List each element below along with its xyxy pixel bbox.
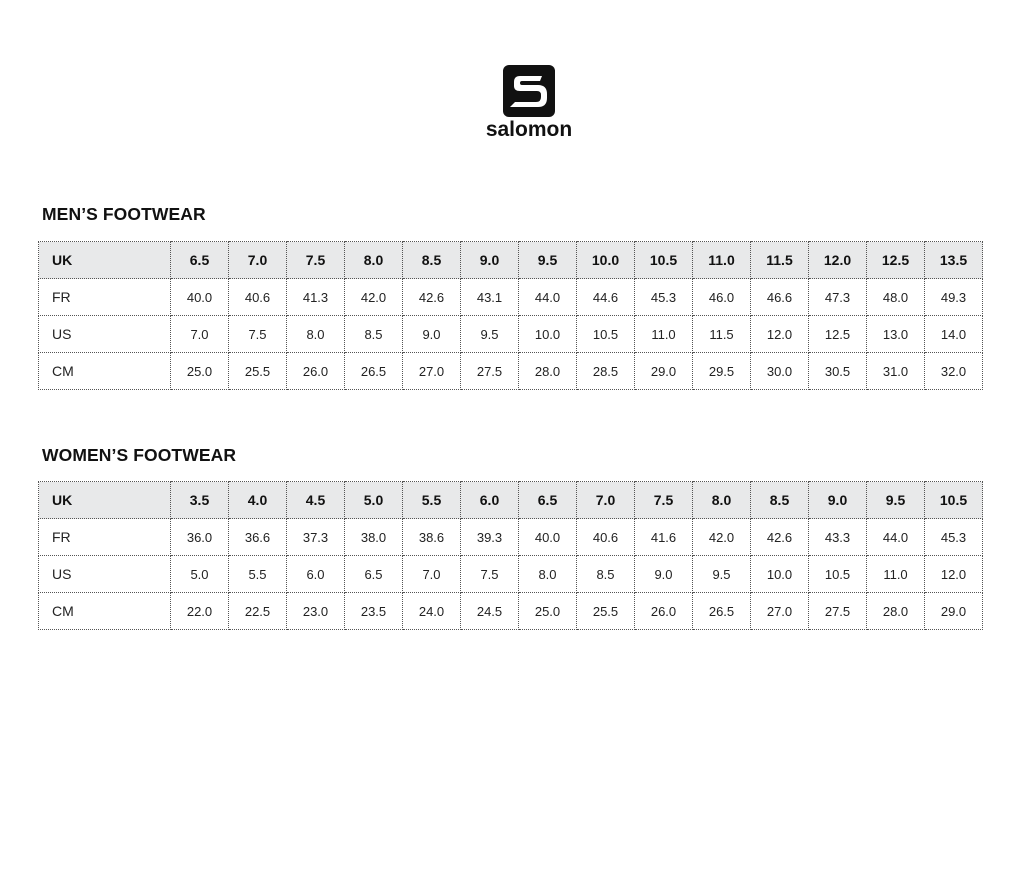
size-cell: 40.6 (577, 519, 635, 556)
size-cell: 9.5 (693, 556, 751, 593)
size-cell: 8.5 (403, 242, 461, 279)
size-cell: 44.0 (519, 279, 577, 316)
size-cell: 10.5 (809, 556, 867, 593)
table-row (39, 316, 983, 353)
size-cell: 23.5 (345, 593, 403, 630)
size-cell: 5.0 (345, 482, 403, 519)
size-cell: 26.5 (345, 353, 403, 390)
size-cell: 11.5 (751, 242, 809, 279)
size-cell: 43.3 (809, 519, 867, 556)
size-cell: 5.5 (403, 482, 461, 519)
size-cell: 9.0 (403, 316, 461, 353)
table-row (39, 556, 983, 593)
size-cell: 11.0 (867, 556, 925, 593)
table-row (39, 242, 983, 279)
size-cell: 43.1 (461, 279, 519, 316)
size-cell: 11.0 (635, 316, 693, 353)
size-cell: 10.0 (577, 242, 635, 279)
size-cell: 28.0 (519, 353, 577, 390)
row-label: FR (39, 519, 171, 556)
size-cell: 8.0 (287, 316, 345, 353)
size-cell: 30.5 (809, 353, 867, 390)
size-cell: 49.3 (925, 279, 983, 316)
size-cell: 6.0 (461, 482, 519, 519)
size-cell: 9.5 (519, 242, 577, 279)
size-cell: 45.3 (635, 279, 693, 316)
size-cell: 7.0 (171, 316, 229, 353)
row-label: US (39, 556, 171, 593)
size-cell: 44.6 (577, 279, 635, 316)
size-cell: 6.0 (287, 556, 345, 593)
size-cell: 41.6 (635, 519, 693, 556)
size-cell: 29.0 (925, 593, 983, 630)
size-cell: 25.5 (577, 593, 635, 630)
size-cell: 38.0 (345, 519, 403, 556)
size-cell: 45.3 (925, 519, 983, 556)
womens-size-table-body (39, 482, 983, 630)
size-cell: 42.6 (751, 519, 809, 556)
size-cell: 14.0 (925, 316, 983, 353)
row-label: CM (39, 593, 171, 630)
size-cell: 46.0 (693, 279, 751, 316)
size-cell: 26.5 (693, 593, 751, 630)
row-label: US (39, 316, 171, 353)
size-cell: 3.5 (171, 482, 229, 519)
size-cell: 11.5 (693, 316, 751, 353)
size-cell: 22.0 (171, 593, 229, 630)
size-cell: 25.0 (171, 353, 229, 390)
size-cell: 11.0 (693, 242, 751, 279)
mens-size-table-body (39, 242, 983, 390)
section-title-womens: WOMEN’S FOOTWEAR (42, 445, 237, 465)
size-cell: 7.5 (461, 556, 519, 593)
size-cell: 48.0 (867, 279, 925, 316)
size-cell: 9.5 (461, 316, 519, 353)
size-cell: 12.0 (809, 242, 867, 279)
size-cell: 7.5 (229, 316, 287, 353)
size-cell: 31.0 (867, 353, 925, 390)
size-cell: 36.6 (229, 519, 287, 556)
size-cell: 10.0 (751, 556, 809, 593)
size-cell: 10.0 (519, 316, 577, 353)
size-cell: 42.6 (403, 279, 461, 316)
size-cell: 7.0 (229, 242, 287, 279)
size-cell: 12.5 (809, 316, 867, 353)
size-cell: 40.6 (229, 279, 287, 316)
size-cell: 37.3 (287, 519, 345, 556)
size-cell: 27.5 (809, 593, 867, 630)
size-cell: 12.0 (925, 556, 983, 593)
row-label: UK (39, 242, 171, 279)
size-cell: 47.3 (809, 279, 867, 316)
size-cell: 32.0 (925, 353, 983, 390)
table-row (39, 353, 983, 390)
size-cell: 40.0 (519, 519, 577, 556)
size-cell: 27.0 (403, 353, 461, 390)
size-cell: 25.5 (229, 353, 287, 390)
row-label: UK (39, 482, 171, 519)
womens-size-table (38, 481, 983, 630)
size-cell: 29.0 (635, 353, 693, 390)
size-cell: 4.0 (229, 482, 287, 519)
size-cell: 39.3 (461, 519, 519, 556)
size-cell: 8.5 (751, 482, 809, 519)
size-cell: 8.0 (519, 556, 577, 593)
size-cell: 5.0 (171, 556, 229, 593)
size-cell: 9.0 (635, 556, 693, 593)
size-cell: 26.0 (287, 353, 345, 390)
size-cell: 8.5 (345, 316, 403, 353)
salomon-logo-mark (470, 64, 588, 140)
size-cell: 6.5 (171, 242, 229, 279)
size-cell: 10.5 (635, 242, 693, 279)
size-cell: 24.5 (461, 593, 519, 630)
size-cell: 42.0 (693, 519, 751, 556)
size-cell: 9.0 (809, 482, 867, 519)
size-cell: 29.5 (693, 353, 751, 390)
size-cell: 30.0 (751, 353, 809, 390)
size-cell: 8.0 (693, 482, 751, 519)
size-cell: 26.0 (635, 593, 693, 630)
size-cell: 40.0 (171, 279, 229, 316)
size-cell: 10.5 (925, 482, 983, 519)
size-cell: 36.0 (171, 519, 229, 556)
size-cell: 8.5 (577, 556, 635, 593)
size-cell: 22.5 (229, 593, 287, 630)
size-cell: 9.5 (867, 482, 925, 519)
size-cell: 12.5 (867, 242, 925, 279)
table-row (39, 279, 983, 316)
size-cell: 7.5 (287, 242, 345, 279)
size-cell: 9.0 (461, 242, 519, 279)
size-cell: 13.0 (867, 316, 925, 353)
table-row (39, 593, 983, 630)
size-cell: 27.0 (751, 593, 809, 630)
table-row (39, 482, 983, 519)
size-cell: 28.5 (577, 353, 635, 390)
size-cell: 27.5 (461, 353, 519, 390)
size-cell: 25.0 (519, 593, 577, 630)
brand-wordmark: salomon (485, 118, 573, 140)
size-cell: 8.0 (345, 242, 403, 279)
size-cell: 4.5 (287, 482, 345, 519)
size-cell: 46.6 (751, 279, 809, 316)
size-cell: 28.0 (867, 593, 925, 630)
size-cell: 7.5 (635, 482, 693, 519)
size-cell: 6.5 (519, 482, 577, 519)
section-title-mens: MEN’S FOOTWEAR (42, 204, 206, 224)
size-cell: 12.0 (751, 316, 809, 353)
size-cell: 7.0 (403, 556, 461, 593)
size-cell: 10.5 (577, 316, 635, 353)
row-label: CM (39, 353, 171, 390)
size-cell: 7.0 (577, 482, 635, 519)
size-cell: 41.3 (287, 279, 345, 316)
size-cell: 5.5 (229, 556, 287, 593)
size-cell: 6.5 (345, 556, 403, 593)
row-label: FR (39, 279, 171, 316)
salomon-logo (470, 64, 588, 140)
mens-size-table (38, 241, 983, 390)
size-cell: 42.0 (345, 279, 403, 316)
size-cell: 38.6 (403, 519, 461, 556)
size-cell: 23.0 (287, 593, 345, 630)
size-cell: 13.5 (925, 242, 983, 279)
size-cell: 44.0 (867, 519, 925, 556)
size-cell: 24.0 (403, 593, 461, 630)
table-row (39, 519, 983, 556)
